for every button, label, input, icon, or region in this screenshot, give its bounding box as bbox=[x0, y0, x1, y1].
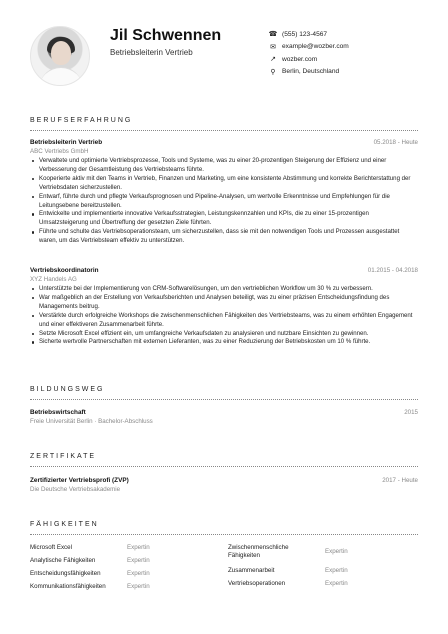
list-item: Unterstützte bei der Implementierung von CRM-Softwarelösungen, um den vertrieblichen Workflow um 30 % zu verbessern. bbox=[30, 285, 418, 294]
skill-name: Kommunikationsfähigkeiten bbox=[30, 583, 106, 590]
contact-email[interactable]: ✉ example@wozber.com bbox=[268, 41, 418, 54]
job-company: ABC Vertriebs GmbH bbox=[30, 148, 89, 155]
skill-level: Expertin bbox=[325, 567, 348, 574]
skill-name: Entscheidungsfähigkeiten bbox=[30, 570, 101, 577]
resume-header bbox=[30, 26, 420, 92]
list-item: Entwarf, führte durch und pflegte Verkaufsprognosen und Pipeline-Analysen, um wertvolle Erkenntnisse und Empfehlungen für die Leitungsebene bereitzustellen. bbox=[30, 193, 418, 211]
phone-icon: ☎ bbox=[268, 31, 278, 39]
list-item: Führte und schulte das Vertriebsoperationsteam, um sicherzustellen, dass sie mit den notwendigen Tools und Prozessen ausgestattet waren, um das Vertriebsteam effektiv zu unterstützen. bbox=[30, 228, 418, 246]
section-title-education: BILDUNGSWEG bbox=[30, 386, 105, 393]
skill-name: Zwischenmenschliche Fähigkeiten bbox=[228, 544, 289, 559]
skill-level: Expertin bbox=[127, 583, 150, 590]
skill-name: Analytische Fähigkeiten bbox=[30, 557, 96, 564]
profile-photo bbox=[30, 26, 90, 86]
job-bullets bbox=[30, 157, 418, 246]
list-item: War maßgeblich an der Erstellung von Verkaufsberichten und Analysen beteiligt, was zu einer präzisen Entscheidungsfindung des Managements beitrug. bbox=[30, 294, 418, 312]
job-dates: 01.2015 - 04.2018 bbox=[367, 267, 418, 274]
job-title: Betriebsleiterin Vertrieb bbox=[30, 139, 103, 146]
section-divider bbox=[30, 130, 418, 131]
candidate-name: Jil Schwennen bbox=[110, 27, 222, 44]
job-dates: 05.2018 - Heute bbox=[373, 139, 418, 146]
contact-location: ⚲ Berlin, Deutschland bbox=[268, 66, 418, 79]
location-icon: ⚲ bbox=[270, 68, 276, 76]
certificate-name: Zertifizierter Vertriebsprofi (ZVP) bbox=[30, 477, 129, 484]
list-item: Verwaltete und optimierte Vertriebsprozesse, Tools und Systeme, was zu einer 20-prozentigen Steigerung der Effizienz und einer Verbesserung der Gesamtleistung des Vertriebsteams führte. bbox=[30, 157, 418, 175]
skill-level: Expertin bbox=[325, 548, 348, 555]
contact-website[interactable]: ↗ wozber.com bbox=[268, 53, 418, 66]
section-title-certificates: ZERTIFIKATE bbox=[30, 453, 97, 460]
job-title: Vertriebskoordinatorin bbox=[30, 267, 99, 274]
education-degree: Betriebswirtschaft bbox=[30, 409, 86, 416]
candidate-role: Betriebsleiterin Vertrieb bbox=[110, 48, 193, 57]
mail-icon: ✉ bbox=[270, 43, 276, 51]
certificate-date: 2017 - Heute bbox=[382, 477, 418, 484]
section-divider bbox=[30, 466, 418, 467]
certificate-issuer: Die Deutsche Vertriebsakademie bbox=[30, 486, 121, 493]
skill-name: Microsoft Excel bbox=[30, 544, 72, 551]
list-item: Sicherte wertvolle Partnerschaften mit externen Lieferanten, was zu einer Reduzierung der Betriebskosten um 10 % führte. bbox=[30, 338, 418, 347]
education-school: Freie Universität Berlin · Bachelor-Abschluss bbox=[30, 418, 153, 425]
section-divider bbox=[30, 399, 418, 400]
job-bullets bbox=[30, 285, 418, 347]
skill-name: Zusammenarbeit bbox=[228, 567, 275, 574]
list-item: Entwickelte und implementierte innovative Verkaufsstrategien, Leistungskennzahlen und KPIs, die zu einer 15-prozentigen Umsatzsteigerung und Übertreffung der gesetzten Ziele führten. bbox=[30, 210, 418, 228]
contact-phone: ☎ (555) 123-4567 bbox=[268, 30, 328, 39]
section-divider bbox=[30, 534, 418, 535]
contact-list bbox=[268, 28, 418, 78]
job-company: XYZ Handels AG bbox=[30, 276, 77, 283]
section-title-skills: FÄHIGKEITEN bbox=[30, 521, 99, 528]
list-item: Verstärkte durch erfolgreiche Workshops die zwischenmenschlichen Fähigkeiten des Vertriebsteams, was zu einem erhöhten Engagement und einer effektiveren Zusammenarbeit führte. bbox=[30, 312, 418, 330]
skill-name: Vertriebsoperationen bbox=[228, 580, 286, 587]
education-date: 2015 bbox=[404, 409, 418, 416]
list-item: Setzte Microsoft Excel effizient ein, um umfangreiche Verkaufsdaten zu analysieren und nutzbare Einsichten zu gewinnen. bbox=[30, 330, 418, 339]
skill-level: Expertin bbox=[127, 544, 150, 551]
section-title-experience: BERUFSERFAHRUNG bbox=[30, 117, 133, 124]
link-icon: ↗ bbox=[270, 56, 276, 64]
skill-level: Expertin bbox=[325, 580, 348, 587]
skill-level: Expertin bbox=[127, 570, 150, 577]
skill-level: Expertin bbox=[127, 557, 150, 564]
list-item: Kooperierte aktiv mit den Teams in Vertrieb, Finanzen und Marketing, um eine konsistente Abstimmung und korrekte Berichterstattung der Vertriebsdaten sicherzustellen. bbox=[30, 175, 418, 193]
